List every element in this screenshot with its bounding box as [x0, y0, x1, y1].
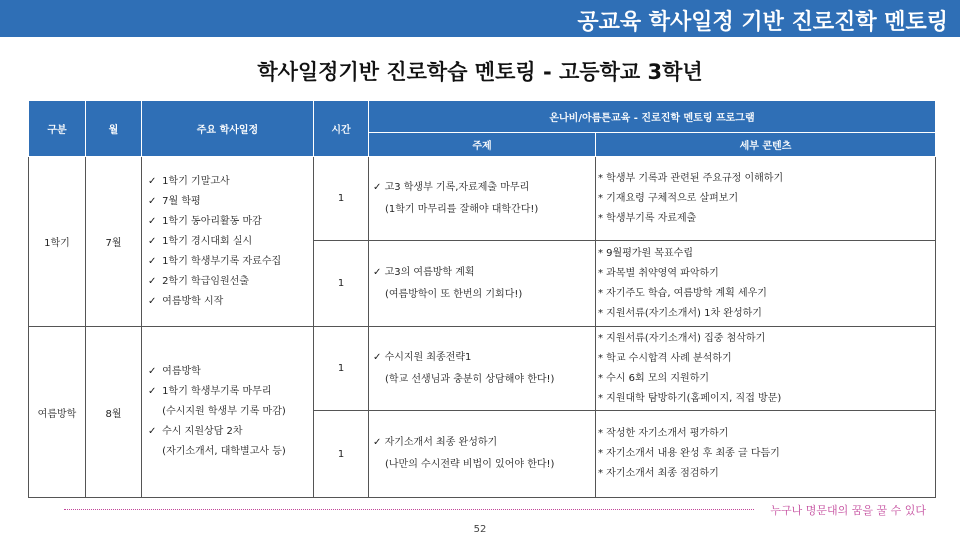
check-icon: ✓ [148, 295, 157, 307]
theme-cell [369, 241, 596, 327]
detail-item: * 자기주도 학습, 여름방학 계획 세우기 [598, 287, 767, 299]
table-header-row [29, 101, 936, 133]
theme-title: ✓ 자기소개서 최종 완성하기 [373, 437, 498, 448]
theme-subtitle: (1학기 마무리를 잘해야 대학간다!) [385, 203, 539, 215]
schedule-item: (수시지원 학생부 기록 마감) [159, 406, 286, 417]
banner-title: 공교육 학사일정 기반 진로진학 멘토링 [577, 10, 948, 35]
header-theme: 주제 [369, 133, 596, 157]
schedule-item: ✓ 1학기 기말고사 [148, 172, 313, 192]
detail-item: * 학생부기록 자료제출 [598, 212, 697, 224]
details-cell [596, 241, 936, 327]
category-cell: 여름방학 [29, 327, 86, 498]
hours-cell: 1 [314, 411, 369, 498]
detail-item: * 작성한 자기소개서 평가하기 [598, 428, 729, 439]
detail-item: * 수시 6회 모의 지원하기 [598, 372, 710, 384]
month-cell: 7월 [86, 157, 142, 327]
hours-cell: 1 [314, 241, 369, 327]
theme-title: ✓ 고3의 여름방학 계획 [373, 266, 475, 278]
theme-subtitle: (나만의 수시전략 비법이 있어야 한다!) [385, 459, 555, 470]
detail-item: * 기재요령 구체적으로 살펴보기 [598, 192, 739, 204]
detail-item: * 9월평가원 목표수립 [598, 247, 693, 259]
check-icon: ✓ [148, 386, 157, 397]
theme-cell [369, 157, 596, 241]
page-number: 52 [473, 524, 487, 535]
detail-item: * 과목별 취약영역 파악하기 [598, 267, 719, 279]
check-icon: ✓ [148, 255, 157, 267]
header-schedule: 주요 학사일정 [142, 101, 314, 157]
schedule-item: ✓ 2학기 학급임원선출 [148, 272, 313, 292]
schedule-item: ✓ 7월 학평 [148, 192, 313, 212]
details-cell [596, 411, 936, 498]
hours-cell: 1 [314, 157, 369, 241]
header-hours: 시간 [314, 101, 369, 157]
theme-cell [369, 411, 596, 498]
detail-item: * 학교 수시합격 사례 분석하기 [598, 352, 732, 364]
schedule-item: (자기소개서, 대학별고사 등) [159, 446, 286, 457]
schedule-item: ✓ 여름방학 시작 [148, 292, 313, 312]
schedule-item: ✓ 1학기 학생부기록 자료수집 [148, 252, 313, 272]
details-cell [596, 327, 936, 411]
footer-divider [64, 509, 754, 510]
details-cell [596, 157, 936, 241]
page-title: 학사일정기반 진로학습 멘토링 - 고등학교 3학년 [257, 60, 703, 84]
check-icon: ✓ [148, 195, 157, 207]
top-banner [0, 0, 960, 37]
theme-title: ✓ 고3 학생부 기록,자료제출 마무리 [373, 181, 530, 193]
table-row [29, 327, 936, 411]
check-icon: ✓ [373, 266, 382, 278]
theme-title: ✓ 수시지원 최종전략1 [373, 351, 472, 363]
header-month: 월 [86, 101, 142, 157]
schedule-cell [142, 157, 314, 327]
detail-item: * 학생부 기록과 관련된 주요규정 이해하기 [598, 172, 784, 184]
theme-subtitle: (여름방학이 또 한번의 기회다!) [385, 288, 523, 300]
schedule-cell [142, 327, 314, 498]
check-icon: ✓ [373, 351, 382, 363]
schedule-item: ✓ 1학기 경시대회 실시 [148, 232, 313, 252]
header-details: 세부 콘텐츠 [596, 133, 936, 157]
detail-item: * 지원서류(자기소개서) 집중 첨삭하기 [598, 332, 766, 344]
check-icon: ✓ [148, 215, 157, 227]
schedule-item: ✓ 1학기 학생부기록 마무리 [148, 382, 313, 402]
header-program: 온나비/아름튼교육 - 진로진학 멘토링 프로그램 [369, 101, 936, 133]
theme-subtitle: (학교 선생님과 충분히 상담해야 한다!) [385, 373, 555, 385]
detail-item: * 지원대학 탐방하기(홈페이지, 직접 방문) [598, 392, 782, 404]
table-row [29, 157, 936, 241]
check-icon: ✓ [373, 181, 382, 193]
schedule-table [28, 100, 936, 498]
check-icon: ✓ [148, 426, 157, 437]
check-icon: ✓ [148, 366, 157, 377]
check-icon: ✓ [148, 275, 157, 287]
category-cell: 1학기 [29, 157, 86, 327]
footer-slogan: 누구나 명문대의 꿈을 꿀 수 있다 [770, 504, 926, 517]
month-cell: 8월 [86, 327, 142, 498]
detail-item: * 자기소개서 최종 점검하기 [598, 468, 719, 479]
schedule-item: ✓ 1학기 동아리활동 마감 [148, 212, 313, 232]
detail-item: * 자기소개서 내용 완성 후 최종 글 다듬기 [598, 448, 780, 459]
detail-item: * 지원서류(자기소개서) 1차 완성하기 [598, 307, 762, 319]
check-icon: ✓ [148, 235, 157, 247]
check-icon: ✓ [148, 175, 157, 187]
hours-cell: 1 [314, 327, 369, 411]
header-category: 구분 [29, 101, 86, 157]
schedule-item: ✓ 여름방학 [148, 362, 313, 382]
schedule-item: ✓ 수시 지원상담 2차 [148, 422, 313, 442]
check-icon: ✓ [373, 437, 382, 448]
theme-cell [369, 327, 596, 411]
